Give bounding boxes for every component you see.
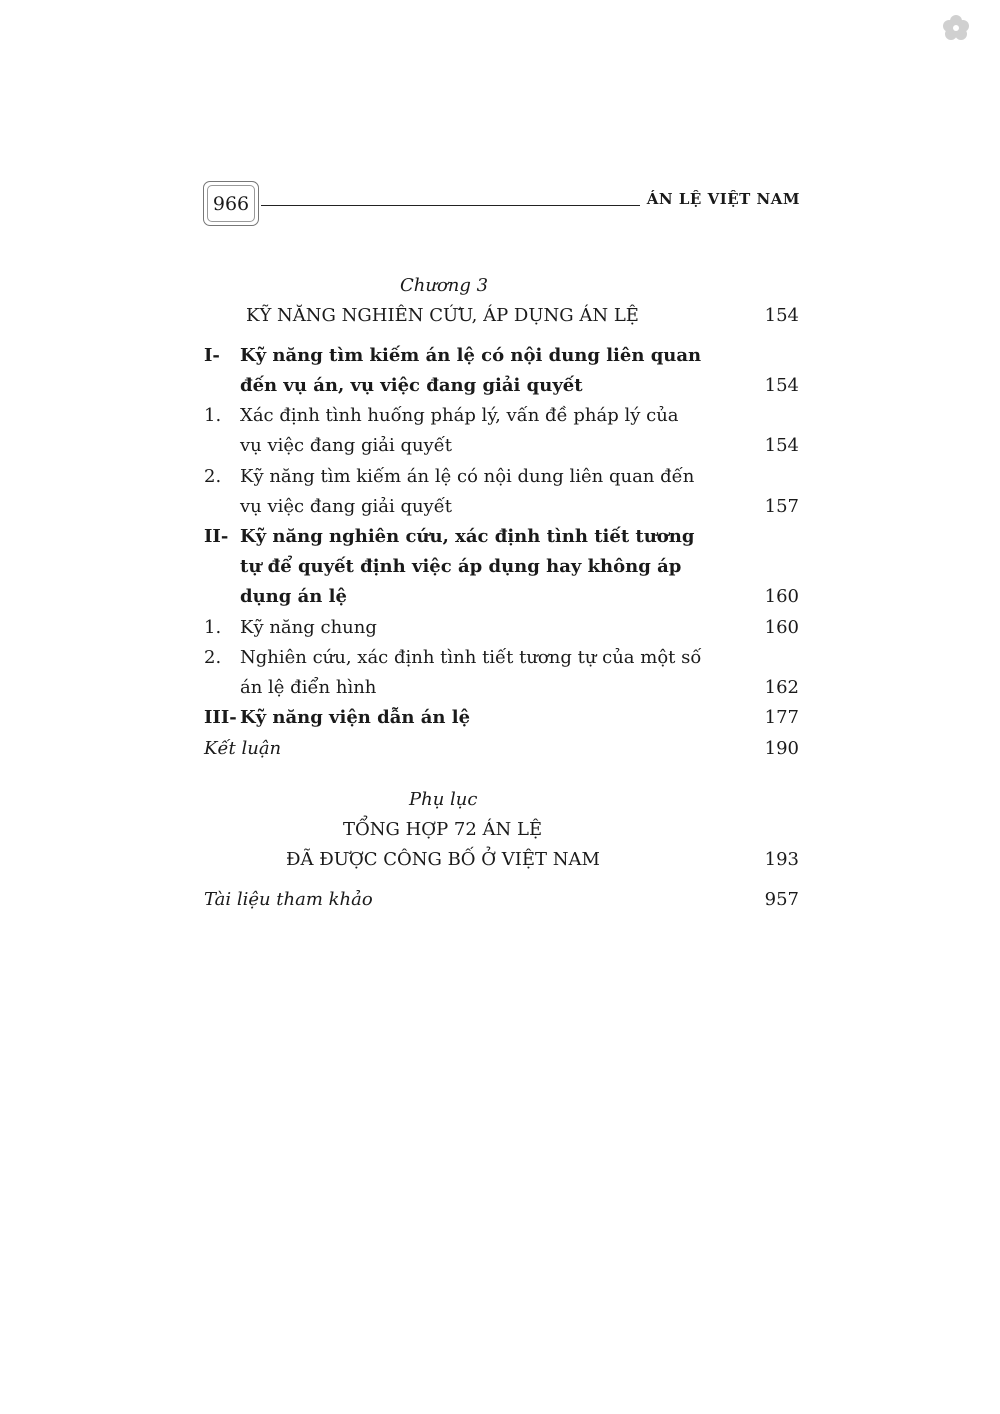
- toc-entry-label: I-: [204, 345, 220, 366]
- toc-entry-page: 177: [764, 707, 799, 728]
- toc-entry-page: 154: [764, 435, 799, 456]
- chapter-page: 154: [764, 305, 799, 326]
- toc-entry-page: 154: [764, 375, 799, 396]
- toc-entry-text: án lệ điển hình: [240, 677, 377, 698]
- toc-entry-text: tự để quyết định việc áp dụng hay không áp: [240, 556, 682, 577]
- page-number-box: [203, 181, 259, 226]
- toc-entry-label: 2.: [204, 647, 222, 668]
- references-label: Tài liệu tham khảo: [204, 889, 373, 910]
- toc-entry-page: 160: [764, 586, 799, 607]
- toc-entry-text: Xác định tình huống pháp lý, vấn đề pháp lý của: [240, 405, 679, 426]
- toc-entry-label: 1.: [204, 405, 222, 426]
- page-number: 966: [207, 185, 255, 222]
- toc-entry-text: Kỹ năng nghiên cứu, xác định tình tiết tương: [240, 526, 695, 547]
- toc-entry-label: 2.: [204, 466, 222, 487]
- chapter-label: Chương 3: [400, 275, 489, 296]
- toc-entry-text: vụ việc đang giải quyết: [240, 496, 453, 517]
- toc-entry-label: III-: [204, 707, 237, 728]
- appendix-title-line2: ĐÃ ĐƯỢC CÔNG BỐ Ở VIỆT NAM: [286, 849, 600, 870]
- toc-entry-text: Nghiên cứu, xác định tình tiết tương tự của một số: [240, 647, 702, 668]
- chapter-title: KỸ NĂNG NGHIÊN CỨU, ÁP DỤNG ÁN LỆ: [246, 305, 639, 326]
- toc-entry-page: 160: [764, 617, 799, 638]
- toc-entry-text: Kỹ năng viện dẫn án lệ: [240, 707, 471, 728]
- toc-entry-text: đến vụ án, vụ việc đang giải quyết: [240, 375, 583, 396]
- toc-entry-label: II-: [204, 526, 229, 547]
- toc-entry-label: 1.: [204, 617, 222, 638]
- appendix-page: 193: [764, 849, 799, 870]
- flower-icon: [940, 12, 972, 44]
- references-page: 957: [764, 889, 799, 910]
- toc-entry-page: 157: [764, 496, 799, 517]
- appendix-title-line1: TỔNG HỢP 72 ÁN LỆ: [343, 819, 543, 840]
- header-rule: [261, 205, 640, 206]
- toc-entry-text: Kỹ năng tìm kiếm án lệ có nội dung liên quan: [240, 345, 702, 366]
- appendix-label: Phụ lục: [409, 789, 478, 810]
- toc-entry-text: vụ việc đang giải quyết: [240, 435, 453, 456]
- toc-entry-text: dụng án lệ: [240, 586, 347, 607]
- toc-entry-text: Kỹ năng tìm kiếm án lệ có nội dung liên quan đến: [240, 466, 695, 487]
- running-title: ÁN LỆ VIỆT NAM: [646, 190, 800, 208]
- toc-entry-page: 162: [764, 677, 799, 698]
- conclusion-page: 190: [764, 738, 799, 759]
- conclusion-label: Kết luận: [204, 738, 282, 759]
- toc-entry-text: Kỹ năng chung: [240, 617, 377, 638]
